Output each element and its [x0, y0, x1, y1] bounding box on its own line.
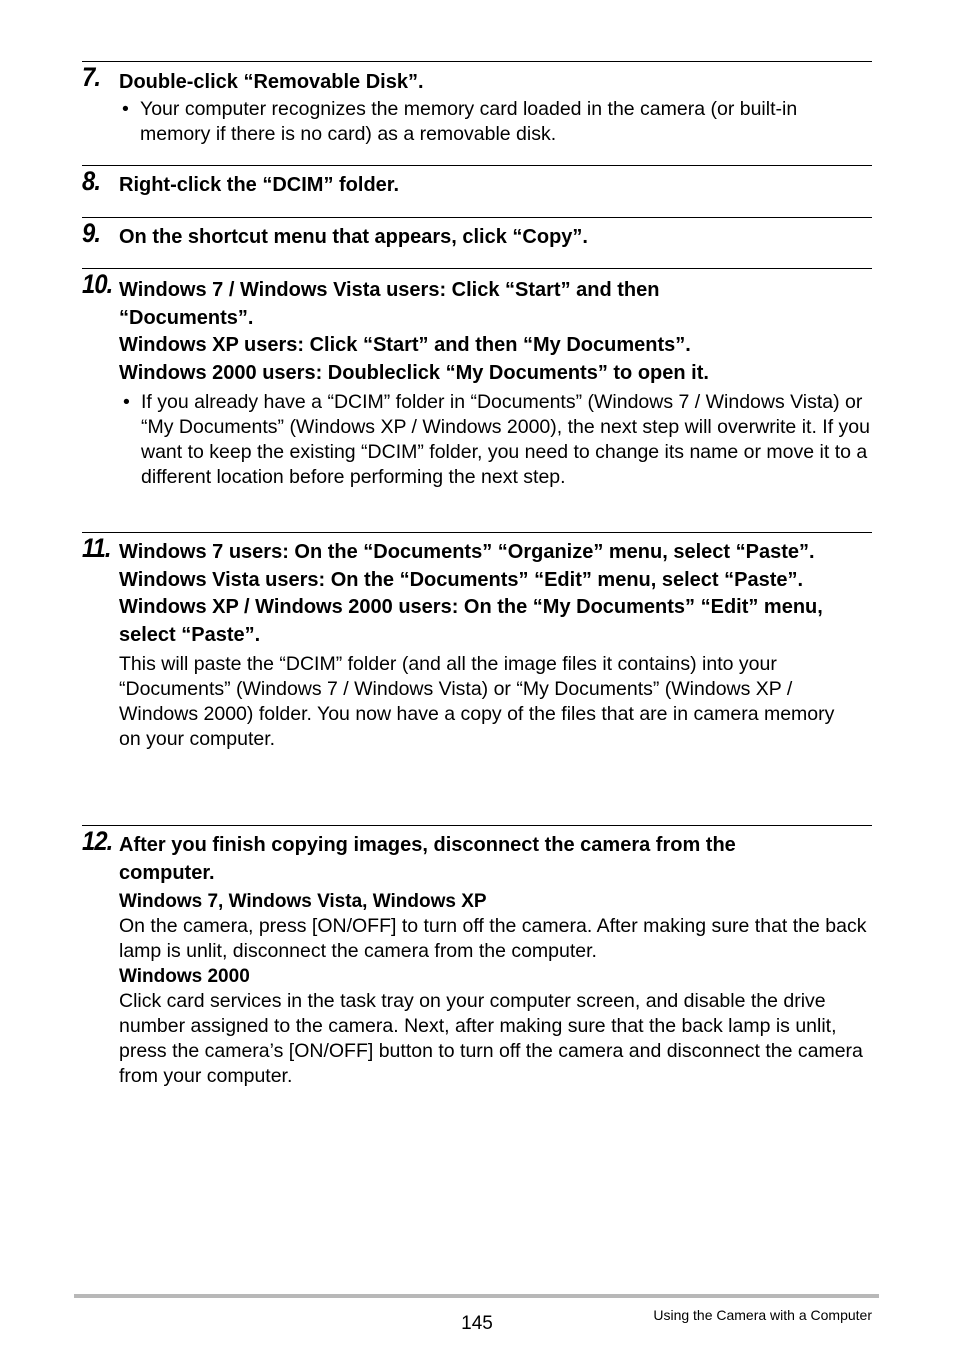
step-heading: Double-click “Removable Disk”. [119, 71, 424, 93]
step-number: 9. [82, 218, 101, 248]
page-number: 145 [461, 1313, 493, 1334]
step-heading: Windows 7 / Windows Vista users: Click “Start” and then “Documents”. [119, 279, 660, 329]
step-9 [82, 217, 872, 252]
step-number: 11. [82, 533, 111, 563]
step-note: • Your computer recognizes the memory card loaded in the camera (or built-in memory if there is no card) as a removable disk. [118, 97, 872, 147]
step-heading: Right-click the “DCIM” folder. [119, 174, 400, 196]
step-note: • If you already have a “DCIM” folder in “Documents” (Windows 7 / Windows Vista) or “My Documents” (Windows XP / Windows 2000), the next step will overwrite it. If you want to keep the existing “DCIM” folder, you need to change its name or move it to a different location before performing the next step. [119, 390, 873, 490]
step-11 [82, 532, 872, 752]
step-heading: Windows XP users: Click “Start” and then “My Documents”. [119, 334, 691, 356]
step-number: 10. [82, 269, 113, 299]
step-heading: Windows Vista users: On the “Documents” “Edit” menu, select “Paste”. [119, 568, 804, 591]
os-subheading: Windows 2000 [119, 966, 250, 987]
step-heading: After you finish copying images, disconnect the camera from the computer. [119, 834, 736, 884]
step-heading: Windows XP / Windows 2000 users: On the “My Documents” “Edit” menu, select “Paste”. [119, 596, 823, 646]
step-heading: On the shortcut menu that appears, click “Copy”. [119, 226, 588, 248]
step-heading: Windows 2000 users: Doubleclick “My Documents” to open it. [119, 361, 709, 384]
os-instructions: Click card services in the task tray on your computer screen, and disable the drive number assigned to the camera. Next, after making sure that the back lamp is unlit, press the camera’s [ON/OFF] button to turn off the camera and disconnect the camera from your computer. [119, 990, 863, 1087]
step-8 [82, 165, 872, 200]
step-number: 7. [82, 62, 101, 92]
os-instructions: On the camera, press [ON/OFF] to turn off the camera. After making sure that the back lamp is unlit, disconnect the camera from the computer. [119, 915, 867, 962]
step-7 [82, 61, 872, 147]
step-10 [82, 268, 872, 490]
step-number: 8. [82, 166, 101, 196]
step-heading: Windows 7 users: On the “Documents” “Organize” menu, select “Paste”. [119, 541, 815, 563]
step-12 [82, 825, 872, 1089]
step-number: 12. [82, 826, 113, 856]
footer-divider [74, 1294, 879, 1298]
footer-section-title: Using the Camera with a Computer [653, 1307, 872, 1323]
step-paragraph: This will paste the “DCIM” folder (and all the image files it contains) into your “Documents” (Windows 7 / Windows Vista) or “My Documents” (Windows XP / Windows 2000) folder. You now have a copy of the files that are in camera memory on your computer. [119, 653, 835, 750]
os-subheading: Windows 7, Windows Vista, Windows XP [119, 891, 487, 912]
